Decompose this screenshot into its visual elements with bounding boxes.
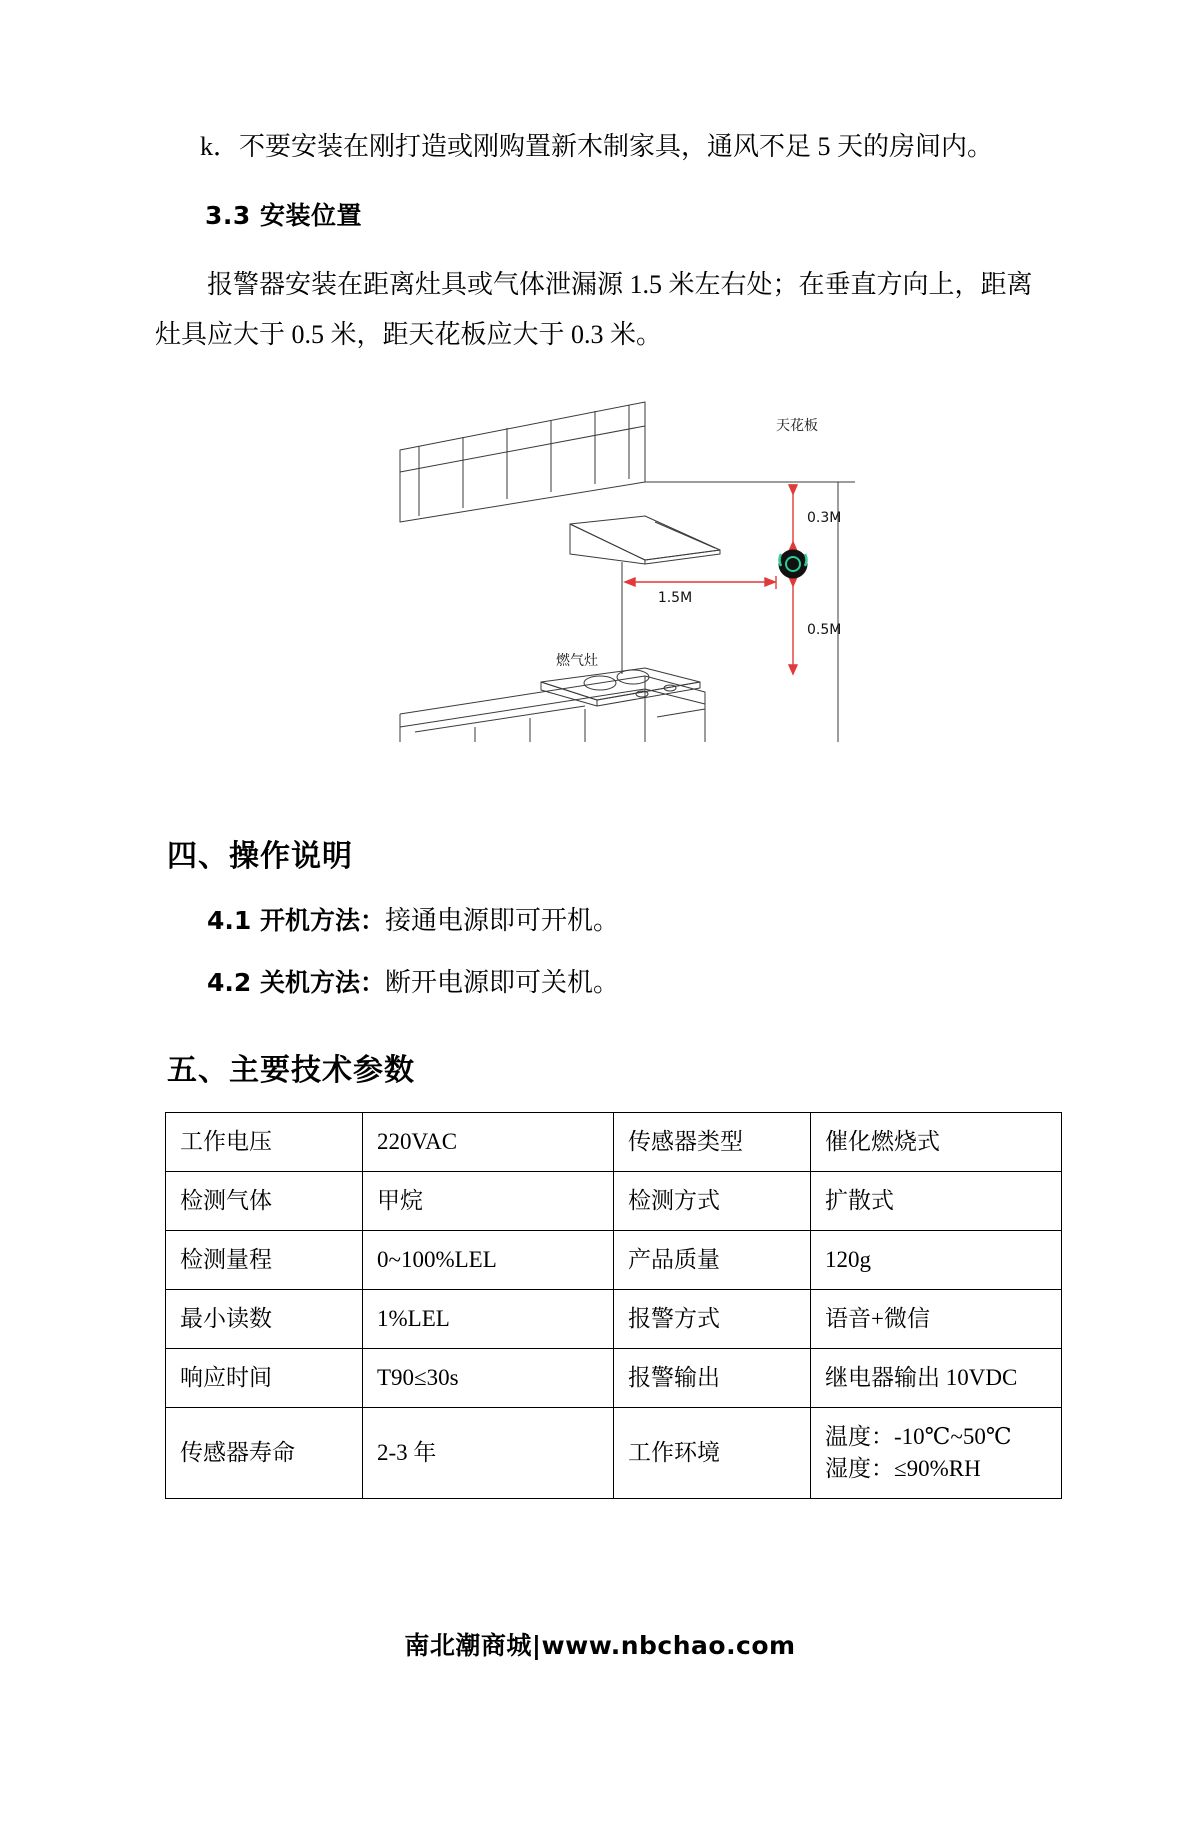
detector-body — [779, 550, 807, 578]
ceiling-slab-edge — [400, 426, 645, 472]
figure-label-stove-text: 燃气灶 — [556, 653, 598, 669]
table-cell-value: 1%LEL — [363, 1290, 614, 1349]
section-4-item-2-label: 4.2 关机方法： — [207, 968, 385, 997]
document-page — [0, 130, 1200, 1827]
figure-dim-horizontal-text: 1.5M — [657, 590, 693, 606]
installation-diagram — [345, 382, 855, 742]
table-row — [166, 1113, 1062, 1172]
table-cell-key: 检测方式 — [614, 1172, 811, 1231]
range-hood-front — [570, 524, 645, 564]
range-hood-fold — [655, 522, 715, 548]
table-cell-value: 语音+微信 — [811, 1290, 1062, 1349]
section-4-item-1-value: 接通电源即可开机。 — [385, 906, 620, 935]
table-row — [166, 1408, 1062, 1499]
table-row — [166, 1290, 1062, 1349]
notice-item-k: k．不要安装在刚打造或刚购置新木制家具，通风不足 5 天的房间内。 — [200, 132, 994, 161]
specification-table — [165, 1112, 1062, 1499]
section-4-item-1-label: 4.1 开机方法： — [207, 906, 385, 935]
table-cell-value-line-2: 湿度：≤90%RH — [825, 1456, 981, 1481]
table-cell-key: 传感器寿命 — [166, 1408, 363, 1499]
table-cell-key: 响应时间 — [166, 1349, 363, 1408]
spec-table-wrap — [155, 1112, 1045, 1499]
paragraph-line-1: 报警器安装在距离灶具或气体泄漏源 1.5 米左右处；在垂直方向上，距离 — [207, 270, 1033, 299]
table-cell-value: 催化燃烧式 — [811, 1113, 1062, 1172]
table-cell-key: 最小读数 — [166, 1290, 363, 1349]
dimension-lines — [625, 485, 797, 674]
ceiling-slab-top — [400, 402, 645, 522]
burner-ring-2 — [617, 670, 649, 684]
table-cell-key: 报警方式 — [614, 1290, 811, 1349]
table-cell-value-multiline — [811, 1408, 1062, 1499]
table-cell-value: 220VAC — [363, 1113, 614, 1172]
dim-arrow-left-h — [625, 578, 635, 586]
figure-label-ceiling-text: 天花板 — [776, 418, 818, 434]
section-4-item-1 — [155, 904, 1045, 938]
table-cell-key: 工作环境 — [614, 1408, 811, 1499]
table-row — [166, 1231, 1062, 1290]
paragraph-line-2: 灶具应大于 0.5 米，距天花板应大于 0.3 米。 — [155, 320, 663, 349]
table-cell-key: 传感器类型 — [614, 1113, 811, 1172]
section-heading-5: 五、主要技术参数 — [167, 1053, 415, 1088]
stovetop-edge-front — [541, 682, 597, 706]
table-cell-value: 继电器输出 10VDC — [811, 1349, 1062, 1408]
cabinet-door-line — [657, 709, 705, 717]
table-cell-value: 甲烷 — [363, 1172, 614, 1231]
dim-arrow-down-bottom — [789, 665, 797, 674]
cabinet-lower-line — [415, 706, 585, 732]
figure-dim-bottom-text: 0.5M — [807, 622, 842, 638]
table-cell-value: 120g — [811, 1231, 1062, 1290]
table-cell-key: 检测量程 — [166, 1231, 363, 1290]
installation-figure-wrap — [155, 382, 1045, 742]
section-4-item-2-value: 断开电源即可关机。 — [385, 968, 620, 997]
table-cell-key: 工作电压 — [166, 1113, 363, 1172]
table-cell-value: 2-3 年 — [363, 1408, 614, 1499]
table-row — [166, 1172, 1062, 1231]
table-cell-key: 产品质量 — [614, 1231, 811, 1290]
section-3-3-paragraph — [155, 260, 1045, 360]
table-cell-value-line-1: 温度：-10℃~50℃ — [825, 1424, 1012, 1449]
table-cell-value: 扩散式 — [811, 1172, 1062, 1231]
table-cell-value: 0~100%LEL — [363, 1231, 614, 1290]
section-4-item-2 — [155, 966, 1045, 1000]
table-cell-key: 检测气体 — [166, 1172, 363, 1231]
table-cell-key: 报警输出 — [614, 1349, 811, 1408]
dim-arrow-up-top — [789, 485, 797, 494]
table-row — [166, 1349, 1062, 1408]
gas-detector-device — [779, 550, 807, 578]
installation-diagram-svg — [345, 382, 855, 742]
range-hood-side — [645, 550, 720, 564]
table-cell-value: T90≤30s — [363, 1349, 614, 1408]
cabinet-front-lip — [400, 676, 645, 727]
section-heading-3-3: 3.3 安装位置 — [205, 201, 362, 230]
page-footer: 南北潮商城|www.nbchao.com — [404, 1631, 796, 1660]
dim-arrow-right-h — [765, 578, 775, 586]
figure-dim-top-text: 0.3M — [807, 510, 842, 526]
section-heading-4: 四、操作说明 — [167, 839, 353, 874]
